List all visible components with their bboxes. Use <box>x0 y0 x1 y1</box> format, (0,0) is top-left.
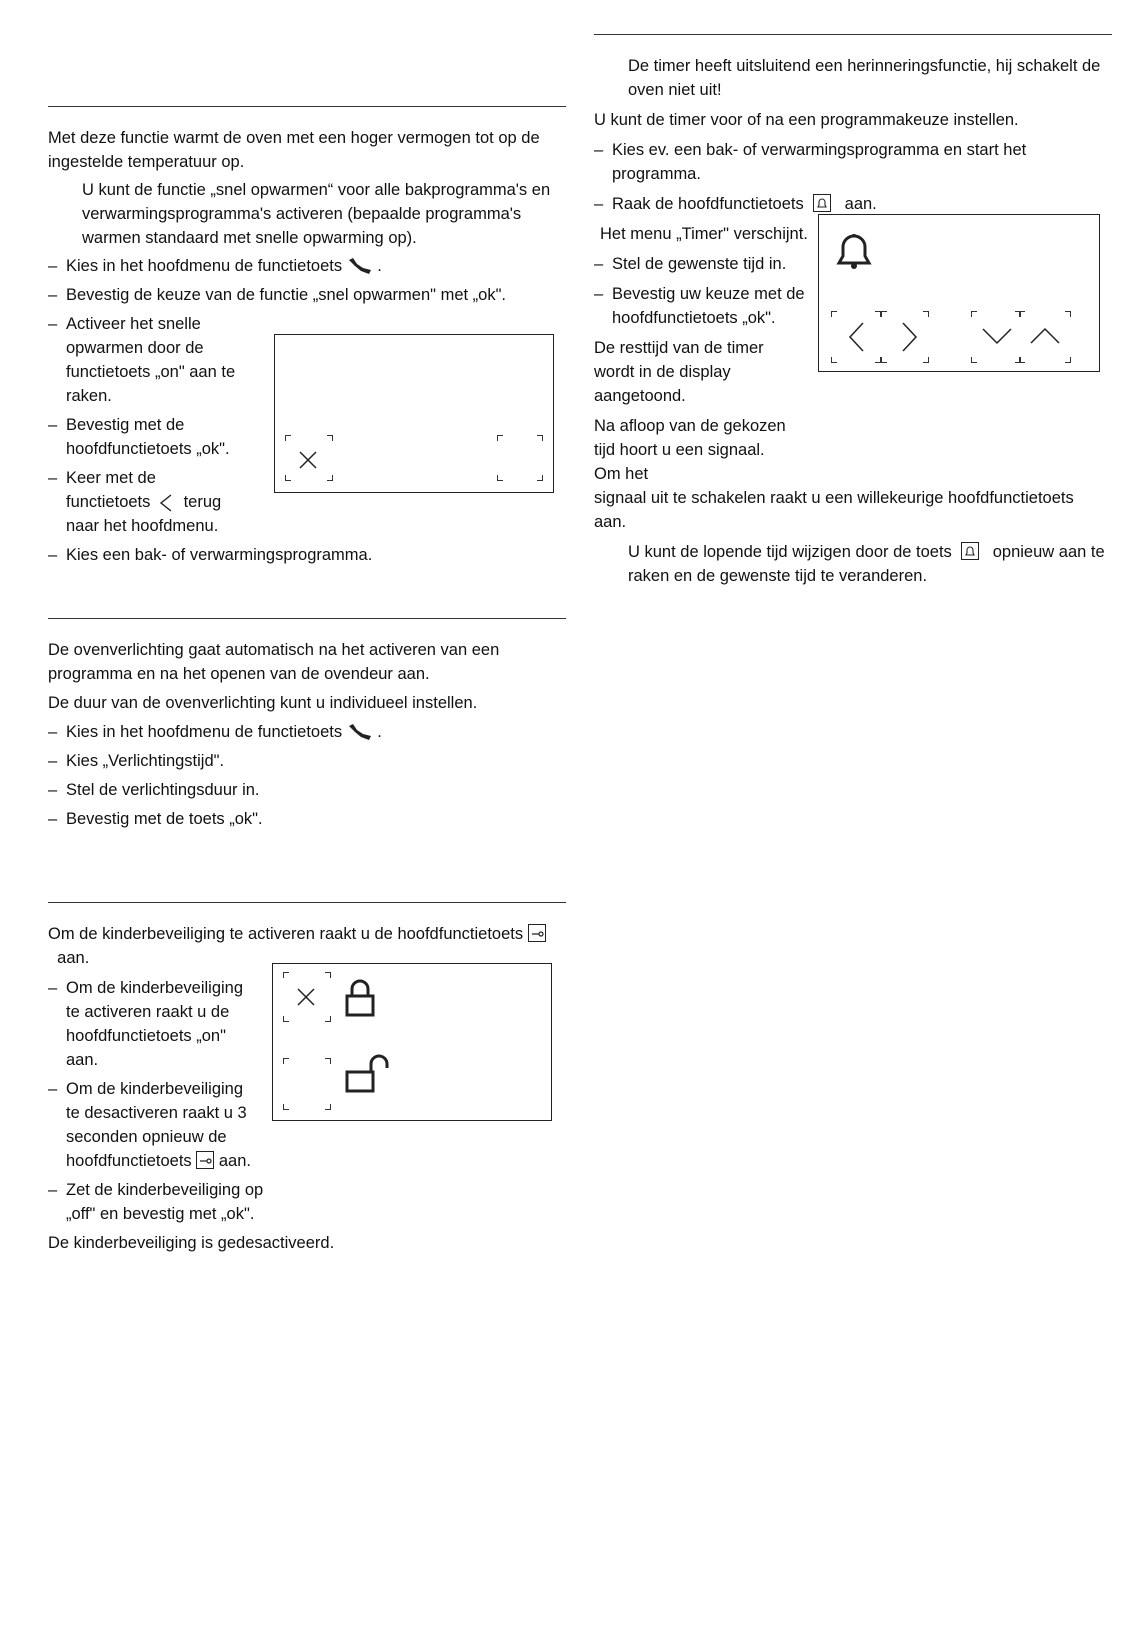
kind-intro: Om de kinderbeveiliging te activeren raakt u de hoofdfunctietoets aan. <box>48 922 578 970</box>
timer-rest-text: De resttijd van de timer wordt in de display aangetoond. <box>594 339 764 405</box>
licht-step-4: – Bevestig met de toets „ok". <box>48 807 568 831</box>
snel-step-2: – Bevestig de keuze van de functie „snel opwarmen" met „ok". <box>48 283 568 307</box>
snel-note: U kunt de functie „snel opwarmen“ voor alle bakprogramma's en verwarmingsprogramma's activeren (bepaalde programma's warmen standaard met snelle opwarming op). <box>82 181 551 247</box>
snel-step-5: – Keer met de functietoets terug naar het hoofdmenu. <box>48 466 236 538</box>
timer-step-2: – Raak de hoofdfunctietoets aan. <box>594 192 1110 216</box>
timer-menu-text: Het menu „Timer" verschijnt. <box>600 225 808 243</box>
timer-note-2: U kunt de lopende tijd wijzigen door de toets opnieuw aan te raken en de gewenste tijd te veranderen. <box>628 543 1105 585</box>
timer-afloop-text-2: signaal uit te schakelen raakt u een willekeurige hoofdfunctietoets aan. <box>594 489 1074 531</box>
close-icon[interactable] <box>297 449 319 471</box>
kind-step-3: – Zet de kinderbeveiliging op „off" en bevestig met „ok". <box>48 1178 266 1226</box>
wrench-icon <box>347 256 373 278</box>
display-snel-opwarmen <box>274 334 554 493</box>
ovenverlichting-section <box>48 638 568 831</box>
timer-step-1: – Kies ev. een bak- of verwarmingsprogramma en start het programma. <box>594 138 1110 186</box>
lock-closed-icon <box>343 978 377 1018</box>
snel-step-3: – Activeer het snelle opwarmen door de functietoets „on" aan te raken. <box>48 312 236 408</box>
lock-open-icon <box>343 1052 393 1094</box>
timer-line-1: U kunt de timer voor of na een programmakeuze instellen. <box>594 111 1019 129</box>
kind-outro: De kinderbeveiliging is gedesactiveerd. <box>48 1234 335 1252</box>
snel-step-4: – Bevestig met de hoofdfunctietoets „ok". <box>48 413 236 461</box>
bell-icon <box>833 229 875 271</box>
licht-step-1: – Kies in het hoofdmenu de functietoets . <box>48 720 568 744</box>
key-icon <box>196 1151 214 1169</box>
display-kinderbeveiliging <box>272 963 552 1121</box>
close-icon[interactable] <box>295 986 317 1008</box>
chevron-left-icon[interactable] <box>845 319 869 355</box>
section-divider <box>48 618 566 619</box>
licht-line-2: De duur van de ovenverlichting kunt u individueel instellen. <box>48 694 478 712</box>
display-timer <box>818 214 1100 372</box>
kind-step-1: – Om de kinderbeveiliging te activeren raakt u de hoofdfunctietoets „on" aan. <box>48 976 254 1072</box>
timer-afloop-text: Na afloop van de gekozen tijd hoort u een signaal. Om het <box>594 417 786 483</box>
section-divider <box>48 902 566 903</box>
chevron-up-icon[interactable] <box>1027 323 1063 349</box>
timer-note: De timer heeft uitsluitend een herinneringsfunctie, hij schakelt de oven niet uit! <box>628 57 1101 99</box>
timer-step-4: – Bevestig uw keuze met de hoofdfunctietoets „ok". <box>594 282 812 330</box>
section-divider <box>594 34 1112 35</box>
bell-key-icon <box>961 542 979 560</box>
chevron-right-icon[interactable] <box>897 319 921 355</box>
key-icon <box>528 924 546 942</box>
kind-step-2: – Om de kinderbeveiliging te desactiveren raakt u 3 seconden opnieuw de hoofdfunctietoets aan. <box>48 1077 258 1173</box>
snel-step-1: – Kies in het hoofdmenu de functietoets . <box>48 254 568 278</box>
wrench-icon <box>347 722 373 744</box>
chevron-down-icon[interactable] <box>979 323 1015 349</box>
snel-intro: Met deze functie warmt de oven met een hoger vermogen tot op de ingestelde temperatuur op. <box>48 129 540 171</box>
timer-step-3: – Stel de gewenste tijd in. <box>594 252 812 276</box>
licht-step-2: – Kies „Verlichtingstijd". <box>48 749 568 773</box>
snel-step-6: – Kies een bak- of verwarmingsprogramma. <box>48 543 568 567</box>
bell-key-icon <box>813 194 831 212</box>
section-divider <box>48 106 566 107</box>
licht-intro: De ovenverlichting gaat automatisch na het activeren van een programma en na het openen van de ovendeur aan. <box>48 641 500 683</box>
licht-step-3: – Stel de verlichtingsduur in. <box>48 778 568 802</box>
chevron-left-icon <box>155 493 179 513</box>
